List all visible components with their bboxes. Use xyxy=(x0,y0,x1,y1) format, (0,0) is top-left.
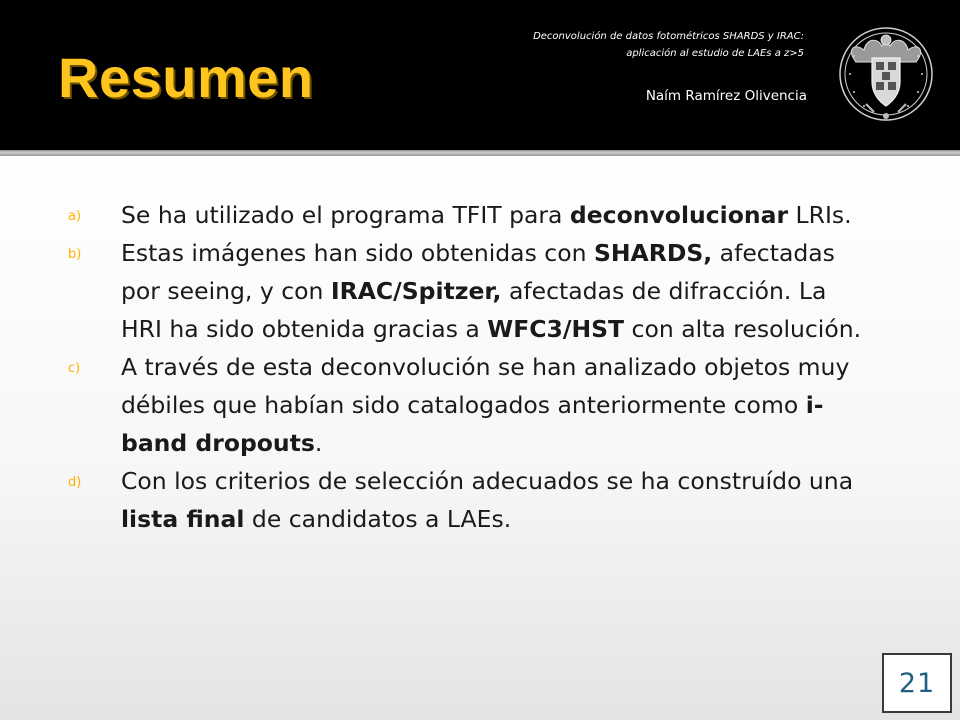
author-name: Naím Ramírez Olivencia xyxy=(645,88,807,104)
subtitle-line-2: aplicación al estudio de LAEs a z>5 xyxy=(626,48,804,59)
emphasized-text: lista final xyxy=(121,505,245,533)
slide-body xyxy=(0,156,960,720)
item-text: afectadas por seeing, y con xyxy=(121,239,835,305)
item-text: LRIs. xyxy=(788,201,852,229)
emphasized-text: WFC3/HST xyxy=(487,315,625,343)
list-item xyxy=(64,234,864,348)
item-text: con alta resolución. xyxy=(624,315,862,343)
item-text: . xyxy=(314,429,323,457)
emphasized-text: IRAC/Spitzer, xyxy=(330,277,502,305)
item-text: afectadas de difracción. La HRI ha sido obtenida gracias a xyxy=(121,277,827,343)
university-seal-icon xyxy=(836,20,936,128)
list-marker: d) xyxy=(68,475,82,490)
list-marker: a) xyxy=(68,209,82,224)
emphasized-text: i-band dropouts xyxy=(121,391,824,457)
item-text: Se ha utilizado el programa TFIT para xyxy=(121,201,570,229)
item-text: de candidatos a LAEs. xyxy=(244,505,512,533)
list-item xyxy=(64,348,864,462)
emphasized-text: SHARDS, xyxy=(593,239,713,267)
item-text: Con los criterios de selección adecuados se ha construído una xyxy=(121,467,854,495)
summary-list xyxy=(64,196,864,538)
slide-header xyxy=(0,0,960,150)
list-marker: b) xyxy=(68,247,82,262)
list-item xyxy=(64,196,864,234)
subtitle-line-1: Deconvolución de datos fotométricos SHARDS y IRAC: xyxy=(533,31,804,42)
item-text: Estas imágenes han sido obtenidas con xyxy=(121,239,594,267)
list-item xyxy=(64,462,864,538)
list-marker: c) xyxy=(68,361,81,376)
slide-title: Resumen xyxy=(58,46,314,109)
page-number: 21 xyxy=(882,653,952,713)
presentation-subtitle xyxy=(444,28,804,62)
emphasized-text: deconvolucionar xyxy=(569,201,789,229)
item-text: A través de esta deconvolución se han analizado objetos muy débiles que habían sido catalogados anteriormente como xyxy=(121,353,850,419)
